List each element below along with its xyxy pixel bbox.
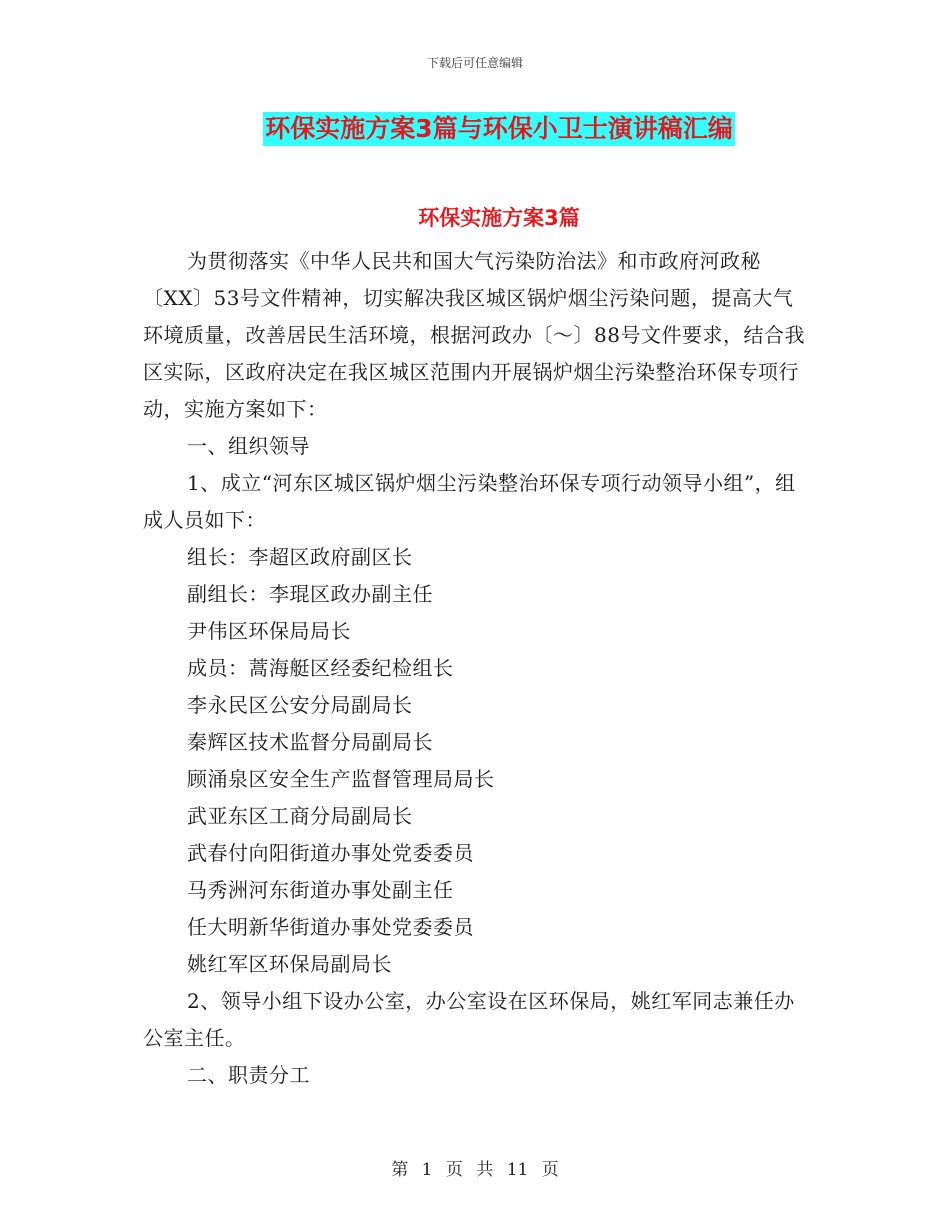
member-line: 武亚东区工商分局副局长 [187, 804, 413, 828]
member-line: 组长：李超区政府副区长 [187, 545, 413, 569]
page-number: 第 1 页 共 11 页 [391, 1160, 559, 1180]
section-title: 环保实施方案3篇 [418, 206, 580, 230]
member-line: 任大明新华街道办事处党委委员 [187, 915, 474, 939]
member-line: 成员：蒿海艇区经委纪检组长 [187, 656, 454, 680]
member-line: 马秀洲河东街道办事处副主任 [187, 878, 454, 902]
section1-heading: 一、组织领导 [187, 434, 310, 458]
member-line: 尹伟区环保局局长 [187, 619, 351, 643]
member-line: 顾涌泉区安全生产监督管理局局长 [187, 767, 495, 791]
intro-paragraph: 为贯彻落实《中华人民共和国大气污染防治法》和市政府河政秘〔XX〕53号文件精神，切实解决我区城区锅炉烟尘污染问题，提高大气环境质量，改善居民生活环境，根据河政办〔～〕88号文件要求，结合我区实际，区政府决定在我区城区范围内开展锅炉烟尘污染整治环保专项行动，实施方案如下： [143, 249, 805, 421]
document-body [143, 243, 813, 1094]
header-note: 下载后可任意编辑 [426, 56, 523, 70]
member-line: 姚红军区环保局副局长 [187, 952, 392, 976]
main-title-wrap [0, 112, 950, 146]
item1-paragraph: 1、成立“河东区城区锅炉烟尘污染整治环保专项行动领导小组”，组成人员如下： [143, 471, 796, 532]
member-line: 李永民区公安分局副局长 [187, 693, 413, 717]
member-line: 秦辉区技术监督分局副局长 [187, 730, 433, 754]
section2-heading: 二、职责分工 [187, 1063, 310, 1087]
member-line: 武春付向阳街道办事处党委委员 [187, 841, 474, 865]
member-line: 副组长：李琨区政办副主任 [187, 582, 433, 606]
item2-paragraph: 2、领导小组下设办公室，办公室设在区环保局，姚红军同志兼任办公室主任。 [143, 989, 795, 1050]
document-title: 环保实施方案3篇与环保小卫士演讲稿汇编 [263, 112, 734, 146]
